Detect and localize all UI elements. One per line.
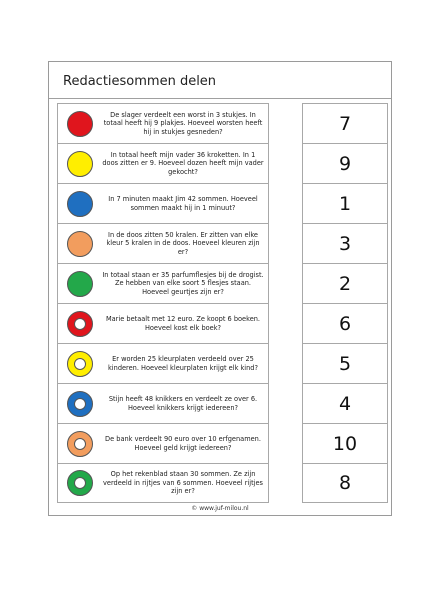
title-divider [49,98,391,99]
answer-value: 2 [338,272,352,295]
question-row [57,103,269,143]
answer-value: 9 [338,152,352,175]
marker-cell [58,111,102,137]
marker-cell [58,271,102,297]
answer-box [302,303,388,343]
orange-circle-icon [67,231,93,257]
marker-cell [58,191,102,217]
question-row [57,463,269,503]
question-text: De bank verdeelt 90 euro over 10 erfgenamen. Hoeveel geld krijgt iedereen? [105,435,261,452]
question-row [57,423,269,463]
marker-cell [58,151,102,177]
question-row [57,303,269,343]
green-circle-icon [67,271,93,297]
answer-box [302,143,388,183]
answer-value: 10 [332,432,358,455]
copyright-footer: © www.juf-milou.nl [191,505,249,512]
answer-box [302,103,388,143]
answer-box [302,223,388,263]
answer-box [302,183,388,223]
answer-value: 8 [338,472,352,494]
question-row [57,183,269,223]
worksheet-title: Redactiesommen delen [63,74,217,89]
answer-value: 6 [338,312,352,335]
blue-circle-icon [67,191,93,217]
yellow-circle-icon [67,151,93,177]
question-row [57,383,269,423]
marker-cell [58,391,102,417]
yellow-ring-icon [67,351,93,377]
worksheet [48,61,392,516]
question-text: Marie betaalt met 12 euro. Ze koopt 6 boeken. Hoeveel kost elk boek? [105,315,261,332]
answer-value: 4 [338,392,352,415]
question-text: In totaal staan er 35 parfumflesjes bij de drogist. Ze hebben van elke soort 5 flesjes staan. Hoeveel geurtjes zijn er? [102,270,264,296]
red-ring-icon [67,311,93,337]
question-column [57,103,269,503]
question-row [57,343,269,383]
answer-box [302,383,388,423]
green-ring-icon [67,470,93,496]
question-text: Er worden 25 kleurplaten verdeeld over 25 kinderen. Hoeveel kleurplaten krijgt elk kind? [107,355,258,372]
marker-cell [58,470,102,496]
marker-cell [58,231,102,257]
marker-cell [58,351,102,377]
question-row [57,263,269,303]
question-text: In totaal heeft mijn vader 36 kroketten. In 1 doos zitten er 9. Hoeveel dozen heeft mijn vader gekocht? [102,150,264,176]
answer-box [302,423,388,463]
marker-cell [58,431,102,457]
red-circle-icon [67,111,93,137]
orange-ring-icon [67,431,93,457]
answer-column [302,103,388,503]
answer-box [302,463,388,503]
question-row [57,143,269,183]
blue-ring-icon [67,391,93,417]
question-row [57,223,269,263]
question-text: Stijn heeft 48 knikkers en verdeelt ze over 6. Hoeveel knikkers krijgt iedereen? [108,395,258,412]
question-text: Op het rekenblad staan 30 sommen. Ze zijn verdeeld in rijtjes van 6 sommen. Hoeveel rijtjes zijn er? [103,470,263,496]
answer-box [302,343,388,383]
question-text: In 7 minuten maakt Jim 42 sommen. Hoeveel sommen maakt hij in 1 minuut? [108,195,258,212]
answer-value: 3 [338,232,352,255]
question-text: In de doos zitten 50 kralen. Er zitten van elke kleur 5 kralen in de doos. Hoeveel kleuren zijn er? [106,230,260,256]
question-text: De slager verdeelt een worst in 3 stukjes. In totaal heeft hij 9 plakjes. Hoeveel worsten heeft hij in stukjes gesneden? [103,110,263,136]
marker-cell [58,311,102,337]
answer-value: 7 [338,112,352,135]
answer-value: 5 [338,352,352,375]
answer-box [302,263,388,303]
answer-value: 1 [338,192,352,215]
